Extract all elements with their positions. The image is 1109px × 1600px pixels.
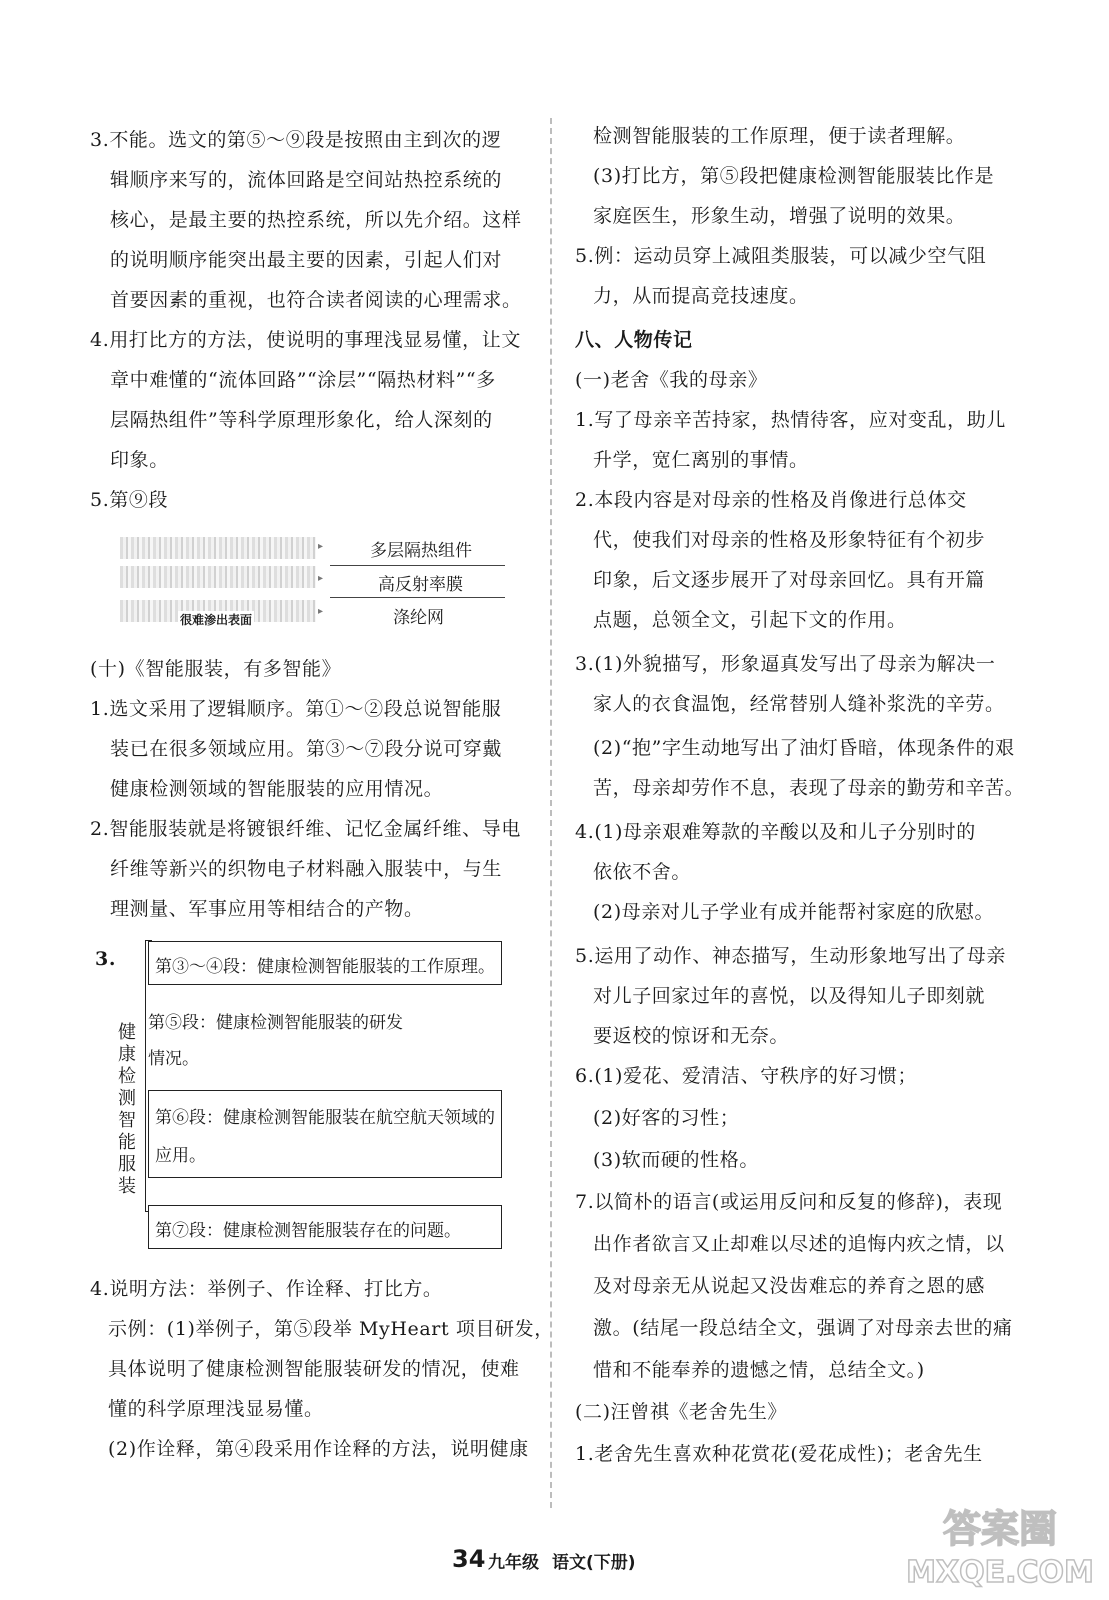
r-line-5: 力，从而提高竞技速度。 xyxy=(593,285,809,307)
q4-line4: 懂的科学原理浅显易懂。 xyxy=(108,1398,324,1420)
r-line-12: 印象，后文逐步展开了对母亲回忆。具有开篇 xyxy=(593,569,986,591)
watermark-logo xyxy=(905,1500,1095,1590)
r-line-22: 对儿子回家过年的喜悦，以及得知儿子即刻就 xyxy=(593,985,986,1007)
grade-label: 九年级 xyxy=(488,1553,539,1573)
map-root: 健康检测智能服装 xyxy=(118,1022,136,1197)
layer-label-3: 涤纶网 xyxy=(393,608,444,628)
subsection-1-title: (一)老舍《我的母亲》 xyxy=(575,369,768,391)
r-line-17: 苦，母亲却劳作不息，表现了母亲的勤劳和辛苦。 xyxy=(593,777,1025,799)
r-line-24: 6.(1)爱花、爱清洁、守秩序的好习惯； xyxy=(575,1065,918,1087)
q4-line3: 具体说明了健康检测智能服装研发的情况，使难 xyxy=(108,1358,520,1380)
arrow-icon: ▸ xyxy=(318,541,324,552)
answer-3-line3: 核心，是最主要的热控系统，所以先介绍。这样 xyxy=(110,209,522,231)
r-line-14: 3.(1)外貌描写，形象逼真发写出了母亲为解决一 xyxy=(575,653,996,675)
r-line-26: (3)软而硬的性格。 xyxy=(593,1149,759,1171)
map-branch-1-text: 第③～④段：健康检测智能服装的工作原理。 xyxy=(155,957,495,977)
r-line-3: 家庭医生，形象生动，增强了说明的效果。 xyxy=(593,205,966,227)
subsection-2-title: (二)汪曾祺《老舍先生》 xyxy=(575,1401,788,1423)
r-line-28: 出作者欲言又止却难以尽述的追悔内疚之情，以 xyxy=(593,1233,1005,1255)
r-line-19: 依依不舍。 xyxy=(593,861,692,883)
q1-line1: 1.选文采用了逻辑顺序。第①～②段总说智能服 xyxy=(90,698,502,720)
column-divider xyxy=(550,118,552,1508)
r-line-15: 家人的衣食温饱，经常替别人缝补浆洗的辛劳。 xyxy=(593,693,1005,715)
answer-3-line4: 的说明顺序能突出最主要的因素，引起人们对 xyxy=(110,249,503,271)
r-line-8: 1.写了母亲辛苦持家，热情待客，应对变乱，助儿 xyxy=(575,409,1006,431)
r-line-20: (2)母亲对儿子学业有成并能帮衬家庭的欣慰。 xyxy=(593,901,995,923)
r-line-18: 4.(1)母亲艰难筹款的辛酸以及和儿子分别时的 xyxy=(575,821,976,843)
layer-label-2: 高反射率膜 xyxy=(378,575,463,595)
r-line-4: 5.例：运动员穿上减阻类服装，可以减少空气阻 xyxy=(575,245,987,267)
answer-4-line4: 印象。 xyxy=(110,449,169,471)
answer-3-line1: 3.不能。选文的第⑤～⑨段是按照由主到次的逻 xyxy=(90,129,502,151)
answer-3-line2: 辑顺序来写的，流体回路是空间站热控系统的 xyxy=(110,169,503,191)
map-branch-4-text: 第⑦段：健康检测智能服装存在的问题。 xyxy=(155,1221,461,1241)
r-line-25: (2)好客的习性； xyxy=(593,1107,740,1129)
answer-4-line3: 层隔热组件”等科学原理形象化，给人深刻的 xyxy=(110,409,493,431)
r-line-10: 2.本段内容是对母亲的性格及肖像进行总体交 xyxy=(575,489,967,511)
q2-line1: 2.智能服装就是将镀银纤维、记忆金属纤维、导电 xyxy=(90,818,521,840)
section-ten-title: (十)《智能服装，有多智能》 xyxy=(90,658,342,680)
r-line-9: 升学，宽仁离别的事情。 xyxy=(593,449,809,471)
r-line-33: 1.老舍先生喜欢种花赏花(爱花成性)；老舍先生 xyxy=(575,1443,983,1465)
map-number: 3. xyxy=(95,948,117,970)
r-line-13: 点题，总领全文，引起下文的作用。 xyxy=(593,609,907,631)
r-line-27: 7.以简朴的语言(或运用反问和反复的修辞)，表现 xyxy=(575,1191,1003,1213)
watermark-top: 答案圈 xyxy=(942,1507,1058,1551)
answer-4-line2: 章中难懂的“流体回路”“涂层”“隔热材料”“多 xyxy=(110,369,496,391)
r-line-16: (2)“抱”字生动地写出了油灯昏暗，体现条件的艰 xyxy=(593,737,1015,759)
divider-line xyxy=(330,597,505,598)
r-line-2: (3)打比方，第⑤段把健康检测智能服装比作是 xyxy=(593,165,995,187)
r-line-31: 惜和不能奉养的遗憾之情，总结全文。) xyxy=(593,1359,925,1381)
subject-label: 语文(下册) xyxy=(552,1553,636,1573)
map-branch-3-text: 第⑥段：健康检测智能服装在航空航天领域的 xyxy=(155,1108,495,1128)
q4-line1: 4.说明方法：举例子、作诠释、打比方。 xyxy=(90,1278,443,1300)
q2-line3: 理测量、军事应用等相结合的产物。 xyxy=(110,898,424,920)
layer-image-1 xyxy=(120,537,316,559)
section-eight-title: 八、人物传记 xyxy=(575,329,693,351)
arrow-icon: ▸ xyxy=(318,573,324,584)
answer-3-line5: 首要因素的重视，也符合读者阅读的心理需求。 xyxy=(110,289,522,311)
divider-line xyxy=(330,565,505,566)
layer-label-1: 多层隔热组件 xyxy=(370,541,472,561)
q2-line2: 纤维等新兴的织物电子材料融入服装中，与生 xyxy=(110,858,503,880)
watermark-bottom: MXQE.COM xyxy=(906,1555,1094,1590)
page-number: 34 xyxy=(452,1545,486,1573)
r-line-30: 激。(结尾一段总结全文，强调了对母亲去世的痛 xyxy=(593,1317,1013,1339)
arrow-icon: ▸ xyxy=(318,606,324,617)
answer-4-line1: 4.用打比方的方法，使说明的事理浅显易懂，让文 xyxy=(90,329,521,351)
map-branch-2-text-cont: 情况。 xyxy=(148,1049,199,1069)
map-branch-2-text: 第⑤段：健康检测智能服装的研发 xyxy=(148,1013,403,1033)
r-line-23: 要返校的惊讶和无奈。 xyxy=(593,1025,790,1047)
q1-line2: 装已在很多领域应用。第③～⑦段分说可穿戴 xyxy=(110,738,503,760)
r-line-11: 代，使我们对母亲的性格及形象特征有个初步 xyxy=(593,529,986,551)
layer-image-2 xyxy=(120,566,316,588)
q4-line5: (2)作诠释，第④段采用作诠释的方法，说明健康 xyxy=(108,1438,529,1460)
diagram-caption: 很难渗出表面 xyxy=(180,613,253,627)
answer-5-label: 5.第⑨段 xyxy=(90,489,169,511)
q1-line3: 健康检测领域的智能服装的应用情况。 xyxy=(110,778,444,800)
r-line-21: 5.运用了动作、神态描写，生动形象地写出了母亲 xyxy=(575,945,1006,967)
r-line-1: 检测智能服装的工作原理，便于读者理解。 xyxy=(593,125,966,147)
r-line-29: 及对母亲无从说起又没齿难忘的养育之恩的感 xyxy=(593,1275,986,1297)
map-branch-3-text-cont: 应用。 xyxy=(155,1146,206,1166)
q4-line2: 示例：(1)举例子，第⑤段举 MyHeart 项目研发， xyxy=(108,1318,554,1340)
